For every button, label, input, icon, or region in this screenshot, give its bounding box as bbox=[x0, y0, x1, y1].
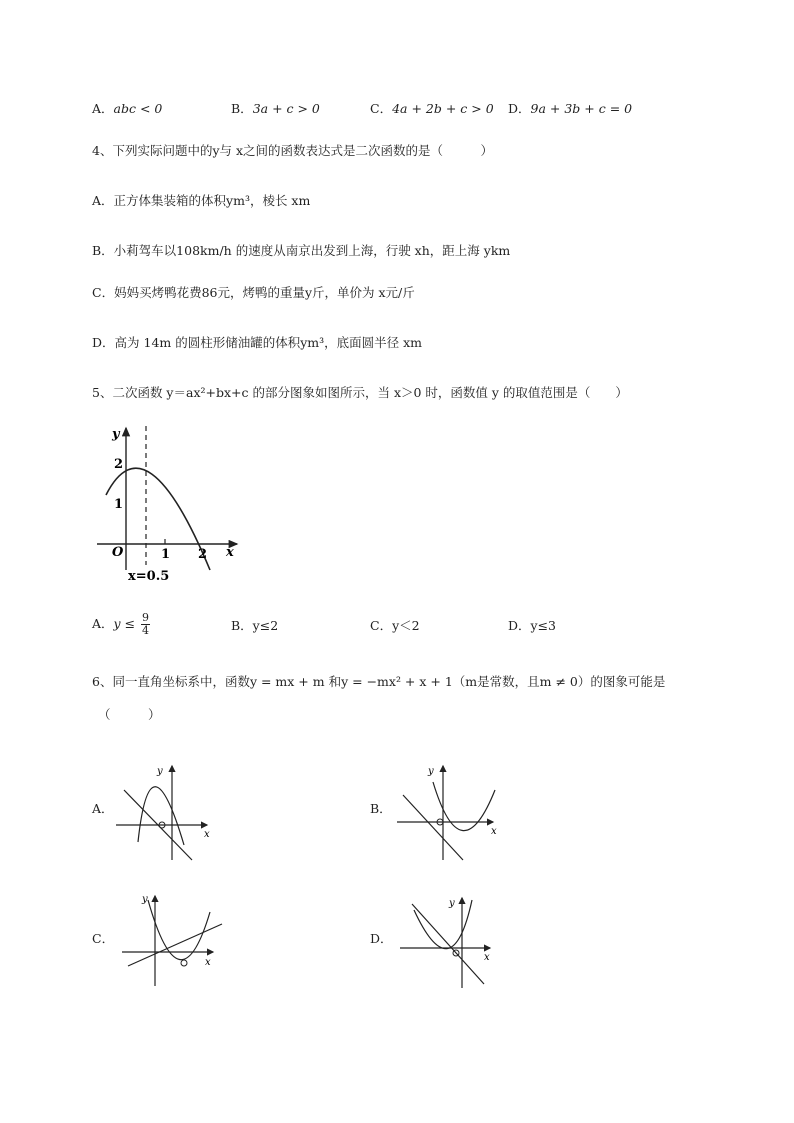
q4-stem: 4、下列实际问题中的y与 x之间的函数表达式是二次函数的是（ ） bbox=[92, 143, 494, 158]
q5-tick-x2: 2 bbox=[198, 547, 208, 562]
q5-option-c: C．y＜2 bbox=[370, 618, 420, 633]
q3-option-c bbox=[370, 101, 494, 117]
q3-option-c-label: C． bbox=[370, 101, 393, 116]
q5-stem: 5、二次函数 y＝ax²+bx+c 的部分图象如图所示，当 x＞0 时，函数值 y 的取值范围是（ ） bbox=[92, 385, 628, 400]
q5-option-a-fraction bbox=[141, 612, 150, 637]
q5-parabola-graph bbox=[92, 420, 252, 585]
q6-graph-c-y-label: y bbox=[142, 894, 148, 905]
q5-fraction-denominator: 4 bbox=[142, 624, 150, 637]
q6-option-c-label: C． bbox=[92, 931, 115, 946]
q6-graph-d-x-label: x bbox=[484, 952, 490, 963]
q6-graph-a bbox=[112, 760, 222, 865]
q3-option-a-math: abc < 0 bbox=[113, 101, 163, 116]
q6-graph-b-y-label: y bbox=[428, 766, 434, 777]
q4-option-c: C．妈妈买烤鸭花费86元，烤鸭的重量y斤，单价为 x元/斤 bbox=[92, 285, 415, 300]
q5-fraction-numerator: 9 bbox=[142, 611, 150, 624]
q5-y-label: y bbox=[112, 427, 120, 442]
q3-option-b-math: 3a + c > 0 bbox=[252, 101, 320, 116]
q6-option-a-label: A． bbox=[92, 801, 114, 816]
q5-axis-caption: x=0.5 bbox=[128, 569, 170, 584]
q5-x-label: x bbox=[226, 545, 234, 560]
q4-option-b: B．小莉驾车以108km/h 的速度从南京出发到上海，行驶 xh，距上海 ykm bbox=[92, 243, 511, 258]
q6-graph-c-parabola bbox=[148, 900, 210, 960]
q5-option-a-label: A． bbox=[92, 616, 114, 631]
q6-option-b-label: B． bbox=[370, 801, 392, 816]
q6-option-d-label: D． bbox=[370, 931, 393, 946]
q6-graph-b bbox=[393, 760, 503, 865]
q3-option-b-label: B． bbox=[231, 101, 253, 116]
q6-answer-paren: （ ） bbox=[98, 707, 161, 722]
q3-option-a bbox=[92, 101, 162, 117]
q5-option-d: D．y≤3 bbox=[508, 618, 557, 633]
q5-option-a-lhs: y ≤ bbox=[113, 616, 136, 631]
q6-graph-d bbox=[398, 892, 498, 994]
q5-option-b: B．y≤2 bbox=[231, 618, 279, 633]
q6-stem: 6、同一直角坐标系中，函数y = mx + m 和y = −mx² + x + 1（m是常数，且m ≠ 0）的图象可能是 bbox=[92, 674, 666, 689]
q3-option-a-label: A． bbox=[92, 101, 114, 116]
q6-graph-b-x-label: x bbox=[491, 826, 497, 837]
q6-graph-a-y-label: y bbox=[157, 766, 163, 777]
q6-graph-c bbox=[118, 888, 228, 990]
q3-option-b bbox=[231, 101, 320, 117]
q6-graph-a-parabola bbox=[138, 787, 184, 845]
q6-graph-b-line bbox=[403, 795, 463, 860]
q6-graph-a-x-label: x bbox=[204, 829, 210, 840]
q3-option-d-math: 9a + 3b + c = 0 bbox=[530, 101, 633, 116]
q6-graph-c-x-label: x bbox=[205, 957, 211, 968]
q3-option-c-math: 4a + 2b + c > 0 bbox=[392, 101, 494, 116]
q5-tick-y1: 1 bbox=[114, 497, 124, 512]
q3-option-d bbox=[508, 101, 632, 117]
q4-option-a: A．正方体集装箱的体积ym³，棱长 xm bbox=[92, 193, 311, 208]
q6-graph-d-line bbox=[412, 904, 484, 984]
q5-tick-y2: 2 bbox=[114, 457, 124, 472]
q4-option-d: D．高为 14m 的圆柱形储油罐的体积ym³，底面圆半径 xm bbox=[92, 335, 423, 350]
q6-graph-d-y-label: y bbox=[449, 898, 455, 909]
q5-tick-x1: 1 bbox=[161, 547, 171, 562]
q3-option-d-label: D． bbox=[508, 101, 531, 116]
q5-option-a bbox=[92, 612, 150, 637]
q5-origin-label: O bbox=[112, 545, 124, 560]
q6-graph-d-parabola bbox=[414, 900, 472, 949]
